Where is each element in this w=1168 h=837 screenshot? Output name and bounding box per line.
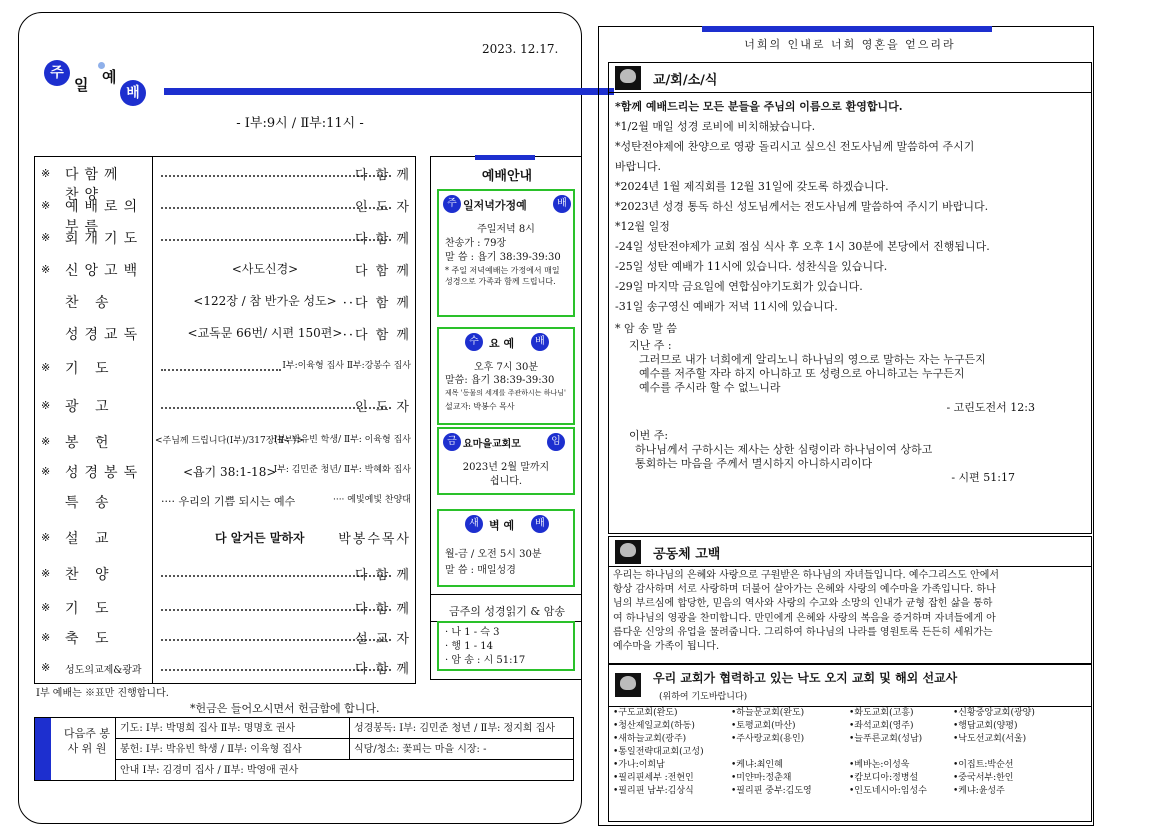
dawn-box bbox=[437, 509, 575, 587]
dot-leader bbox=[161, 357, 281, 371]
box-line: 말 씀 : 욥기 38:39-39:30 bbox=[445, 252, 561, 263]
box-line: 말 씀 : 매일성경 bbox=[445, 565, 516, 576]
stand-mark: ※ bbox=[41, 399, 51, 412]
memory-verse-title: * 암 송 말 씀 bbox=[615, 322, 677, 335]
mission-row bbox=[613, 733, 1087, 746]
tree-icon bbox=[615, 66, 641, 90]
order-row bbox=[35, 427, 415, 459]
stand-mark: ※ bbox=[41, 465, 51, 478]
news-item: -29일 마지막 금요일에 연합심야기도회가 있습니다. bbox=[615, 280, 863, 293]
friday-box bbox=[437, 427, 575, 495]
order-item-leader: Ⅰ부: 박유빈 학생/ Ⅱ부: 이육형 집사 bbox=[273, 435, 411, 445]
order-item-leader: 다 함 께 bbox=[355, 602, 411, 617]
confession-line: 우리는 하나님의 은혜와 사랑으로 구원받은 하나님의 자녀들입니다. 예수그리스도 안에서 bbox=[613, 570, 1000, 581]
this-week-verse bbox=[615, 429, 1085, 485]
circle-char: 임 bbox=[547, 433, 565, 451]
box-heading: 요마을교회모 bbox=[463, 439, 521, 450]
stand-mark: ※ bbox=[41, 531, 51, 544]
order-item-detail: ···· 우리의 기쁨 되시는 예수 bbox=[161, 495, 296, 508]
order-item-name: 찬 양 bbox=[65, 567, 115, 583]
stand-mark: ※ bbox=[41, 263, 51, 276]
order-row bbox=[35, 487, 415, 519]
church-news-section bbox=[608, 62, 1092, 534]
verse-reference: - 고린도전서 12:3 bbox=[946, 401, 1035, 414]
order-item-detail: <사도신경> bbox=[165, 260, 365, 277]
news-item: -24일 성탄전야제가 교회 점심 식사 후 오후 1시 30분에 본당에서 진행됩니다. bbox=[615, 240, 990, 253]
confession-line: 여 하나님의 영광을 찬미합니다. 만민에게 은혜와 사랑의 복음을 증거하며 자녀들에게 아 bbox=[613, 612, 996, 624]
title-char-4: 배 bbox=[120, 80, 146, 106]
news-item: *성탄전야제에 찬양으로 영광 돌리시고 싶으신 전도사님께 말씀하여 주시기 bbox=[615, 140, 975, 153]
verse-line: 하나님께서 구하시는 제사는 상한 심령이라 하나님이여 상하고 bbox=[635, 443, 933, 456]
servant-offering: 봉헌: Ⅰ부: 박유빈 학생 / Ⅱ부: 이육형 집사 bbox=[115, 739, 349, 760]
confession-line: 항상 감사하며 서로 사랑하며 더불어 살아가는 은혜와 사랑의 예수마을 가족입니다. 하나 bbox=[613, 584, 996, 596]
order-item-leader: 다 함 께 bbox=[355, 168, 411, 183]
order-item-name: 성경봉독 bbox=[65, 465, 144, 481]
circle-char: 새 bbox=[465, 515, 483, 533]
order-item-leader: Ⅰ부:이육형 집사 Ⅱ부:강봉수 집사 bbox=[282, 361, 411, 371]
right-heading: 너희의 인내로 너희 영혼을 얻으리라 bbox=[744, 38, 956, 51]
order-row bbox=[35, 223, 415, 255]
bible-reading-title: 금주의 성경읽기 & 암송 bbox=[449, 605, 565, 618]
mission-item: •중국서부:한인 bbox=[953, 773, 1014, 783]
news-item: *1/2월 매일 성경 로비에 비치해놨습니다. bbox=[615, 120, 816, 133]
order-item-name: 축 도 bbox=[65, 631, 115, 647]
box-line: * 주일 저녁예배는 가정에서 매일 성경으로 가족과 함께 드립니다. bbox=[445, 266, 560, 286]
mission-item: •가나:이희남 bbox=[613, 760, 665, 770]
order-item-name: 예배로의 부름 bbox=[65, 199, 144, 235]
mission-row bbox=[613, 746, 1087, 759]
servants-bar bbox=[35, 718, 51, 780]
mission-item: •캄보디아:정병설 bbox=[849, 773, 919, 783]
confession-text bbox=[609, 567, 1091, 656]
mission-item: •신황중앙교회(광양) bbox=[953, 708, 1035, 718]
mission-item: •베바논:이성욱 bbox=[849, 760, 910, 770]
verse-line: 통회하는 마음을 주께서 멸시하지 아니하시리이다 bbox=[635, 457, 873, 470]
circle-char: 배 bbox=[553, 195, 571, 213]
right-heading-bar bbox=[702, 26, 992, 32]
mission-item: •주사랑교회(용인) bbox=[731, 734, 805, 744]
reading-line: · 행 1 - 14 bbox=[445, 641, 494, 652]
mission-item: •청산제일교회(하동) bbox=[613, 721, 695, 731]
mission-item: •미얀마:정춘채 bbox=[731, 773, 792, 783]
tree-icon bbox=[615, 673, 641, 697]
mission-item: •하늘문교회(완도) bbox=[731, 708, 805, 718]
order-item-leader: 박봉수목사 bbox=[338, 532, 411, 547]
order-item-name: 기 도 bbox=[65, 361, 115, 377]
order-item-leader: 다 함 께 bbox=[355, 232, 411, 247]
mission-item: •좌석교회(영주) bbox=[849, 721, 914, 731]
confession-line: 예수마을 가족이 됩니다. bbox=[613, 641, 720, 653]
news-item: *2024년 1월 제직회를 12월 31일에 갖도록 하겠습니다. bbox=[615, 180, 889, 193]
guide-title: 예배안내 bbox=[481, 169, 533, 184]
box-line: 월-금 / 오전 5시 30분 bbox=[445, 549, 542, 560]
order-item-leader: 다 함 께 bbox=[355, 662, 411, 677]
stand-mark: ※ bbox=[41, 361, 51, 374]
stand-mark: ※ bbox=[41, 567, 51, 580]
order-item-detail: <122장 / 참 반가운 성도> bbox=[193, 294, 337, 308]
news-item: -25일 성탄 예배가 11시에 있습니다. 성찬식을 있습니다. bbox=[615, 260, 888, 273]
news-list bbox=[609, 93, 1091, 489]
stand-mark: ※ bbox=[41, 601, 51, 614]
stand-mark: ※ bbox=[41, 199, 51, 212]
order-row bbox=[35, 623, 415, 655]
order-row bbox=[35, 353, 415, 385]
order-item-name: 광 고 bbox=[65, 399, 115, 415]
box-heading: 일저녁가정예 bbox=[463, 199, 527, 212]
order-item-leader: 다 함 께 bbox=[355, 264, 411, 279]
box-line: 제목 '동물의 세계를 주관하시는 하나님' bbox=[445, 389, 566, 397]
sermon-title: 다 알거든 말하자 bbox=[215, 531, 305, 545]
order-row bbox=[35, 391, 415, 423]
standing-note: Ⅰ부 예배는 ※표만 진행합니다. bbox=[36, 688, 169, 699]
order-item-leader: 설 교 자 bbox=[355, 632, 411, 647]
order-row bbox=[35, 523, 415, 555]
bible-reading-box bbox=[437, 621, 575, 671]
mission-item: •낙도선교회(서울) bbox=[953, 734, 1027, 744]
servants-title: 다음주 봉 사 위 원 bbox=[63, 727, 110, 755]
news-item: -31일 송구영신 예배가 저녁 11시에 있습니다. bbox=[615, 300, 838, 313]
verse-line: 예수를 저주할 자라 하지 아니하고 또 성령으로 아니하고는 누구든지 bbox=[639, 367, 965, 380]
order-item-name: 다함께 찬양 bbox=[65, 167, 124, 203]
title-char-1: 주 bbox=[44, 60, 70, 86]
box-line: 설교자: 박봉수 목사 bbox=[445, 402, 515, 411]
stand-mark: ※ bbox=[41, 231, 51, 244]
mission-item: •통일전략대교회(고성) bbox=[613, 747, 704, 757]
reading-line: · 나 1 - 슥 3 bbox=[445, 627, 500, 638]
last-week-label: 지난 주 : bbox=[629, 339, 672, 352]
order-row bbox=[35, 559, 415, 591]
order-item-leader: ··다 함 께 bbox=[342, 296, 411, 311]
order-item-name: 기 도 bbox=[65, 601, 115, 617]
order-row bbox=[35, 457, 415, 489]
news-title: 교/회/소/식 bbox=[653, 73, 718, 88]
order-row bbox=[35, 653, 415, 685]
bulletin-date: 2023. 12.17. bbox=[482, 42, 559, 56]
box-heading: 요 예 bbox=[489, 337, 515, 350]
mission-item: •이집트:박순선 bbox=[953, 760, 1014, 770]
mission-section bbox=[608, 664, 1092, 822]
circle-char: 배 bbox=[531, 333, 549, 351]
mission-row bbox=[613, 707, 1087, 720]
servant-prayer: 기도: Ⅰ부: 박명희 집사 Ⅱ부: 명명호 권사 bbox=[115, 718, 349, 739]
mission-item: •새하늘교회(광주) bbox=[613, 734, 687, 744]
box-heading: 벽 예 bbox=[489, 519, 515, 532]
order-item-detail: <주님께 드립니다(Ⅰ부)/317장(Ⅱ부)> bbox=[155, 436, 304, 446]
mission-item: •필리핀세부 :전현인 bbox=[613, 773, 694, 783]
mission-item: •토평교회(마산) bbox=[731, 721, 796, 731]
stand-mark: ※ bbox=[41, 167, 51, 180]
order-item-detail: <욥기 38:1-18> bbox=[183, 465, 277, 479]
next-week-servants bbox=[34, 717, 574, 781]
order-item-name: 봉 헌 bbox=[65, 435, 115, 451]
title-underline-bar bbox=[164, 88, 614, 95]
mission-item: •행답교회(양평) bbox=[953, 721, 1018, 731]
stand-mark: ※ bbox=[41, 661, 51, 674]
circle-char: 주 bbox=[443, 195, 461, 213]
confession-line: 님의 부르심에 합당한, 믿음의 역사와 사랑의 수고와 소망의 인내가 균형 잡힌 삶을 통하 bbox=[613, 598, 993, 610]
this-week-label: 이번 주: bbox=[629, 429, 669, 442]
mission-title: 우리 교회가 협력하고 있는 낙도 오지 교회 및 해외 선교사 bbox=[653, 671, 958, 685]
box-line: 말씀: 욥기 38:39-39:30 bbox=[445, 375, 555, 386]
stand-mark: ※ bbox=[41, 435, 51, 448]
service-times: - Ⅰ부:9시 / Ⅱ부:11시 - bbox=[236, 116, 364, 131]
servant-meal: 식당/청소: 꽃피는 마을 시장: - bbox=[349, 739, 573, 760]
order-row bbox=[35, 159, 415, 203]
order-item-leader: 인 도 자 bbox=[355, 400, 411, 415]
sunday-evening-box bbox=[437, 189, 575, 317]
order-item-name: 신앙고백 bbox=[65, 263, 144, 279]
box-line: 오후 7시 30분 bbox=[473, 362, 539, 373]
mission-item: •필리핀 중부:김도영 bbox=[731, 786, 812, 796]
confession-title: 공동체 고백 bbox=[653, 547, 721, 562]
community-confession-section bbox=[608, 536, 1092, 664]
order-item-name: 회개기도 bbox=[65, 231, 144, 247]
order-item-name: 성경교독 bbox=[65, 327, 144, 343]
servant-guide: 안내 Ⅰ부: 김경미 집사 / Ⅱ부: 박영애 권사 bbox=[115, 760, 573, 781]
mission-row bbox=[613, 772, 1087, 785]
circle-char: 배 bbox=[531, 515, 549, 533]
stand-mark: ※ bbox=[41, 631, 51, 644]
title-char-2: 일 bbox=[74, 76, 89, 94]
mission-row bbox=[613, 785, 1087, 798]
news-item: 바랍니다. bbox=[615, 160, 662, 173]
box-line: 주일저녁 8시 bbox=[477, 224, 535, 235]
verse-line: 예수를 주시라 할 수 없느니라 bbox=[639, 381, 781, 394]
offering-note: *헌금은 들어오시면서 헌금함에 합니다. bbox=[190, 702, 380, 715]
worship-guide bbox=[430, 156, 582, 622]
mission-row bbox=[613, 720, 1087, 733]
circle-char: 수 bbox=[465, 333, 483, 351]
verse-line: 그러므로 내가 너희에게 알리노니 하나님의 영으로 말하는 자는 누구든지 bbox=[639, 353, 986, 366]
mission-item: •인도네시아:임성수 bbox=[849, 786, 927, 796]
guide-tab bbox=[475, 155, 535, 160]
sunday-worship-title bbox=[44, 60, 574, 110]
mission-item: •필리핀 남부:김상식 bbox=[613, 786, 694, 796]
box-line: 찬송가 : 79장 bbox=[445, 238, 507, 249]
weekly-bible-reading bbox=[430, 594, 582, 680]
order-row bbox=[35, 255, 415, 287]
wednesday-box bbox=[437, 327, 575, 425]
mission-item: •늘푸른교회(성남) bbox=[849, 734, 923, 744]
box-line: 2023년 2월 말까지 bbox=[462, 462, 550, 473]
order-item-leader: Ⅰ부: 김민준 청년/ Ⅱ부: 박혜화 집사 bbox=[273, 465, 411, 475]
box-line: 쉽니다. bbox=[489, 476, 523, 487]
reading-line: · 암 송 : 시 51:17 bbox=[445, 655, 526, 666]
order-row bbox=[35, 191, 415, 235]
order-item-detail: <교독문 66번/ 시편 150편> bbox=[187, 326, 343, 340]
order-row bbox=[35, 593, 415, 625]
order-of-worship bbox=[34, 156, 416, 684]
order-item-name: 특 송 bbox=[65, 495, 115, 511]
mission-item: •구도교회(완도) bbox=[613, 708, 678, 718]
order-item-name: 찬 송 bbox=[65, 295, 115, 311]
mission-list bbox=[609, 707, 1091, 798]
order-item-leader: 다 함 께 bbox=[355, 568, 411, 583]
mission-item: •케냐:윤성주 bbox=[953, 786, 1005, 796]
order-row bbox=[35, 287, 415, 319]
order-item-name: 성도의교제&광과 bbox=[65, 665, 142, 676]
mission-row bbox=[613, 759, 1087, 772]
tree-icon bbox=[615, 540, 641, 564]
news-item: *2023년 성경 통독 하신 성도님께서는 전도사님께 말씀하여 주시기 바랍니다. bbox=[615, 200, 989, 213]
mission-item: •화도교회(고흥) bbox=[849, 708, 914, 718]
order-item-leader: ···· 예빛예빛 찬양대 bbox=[332, 495, 411, 505]
order-item-leader: ··다 함 께 bbox=[342, 328, 411, 343]
order-item-leader: 인 도 자 bbox=[355, 200, 411, 215]
mission-item: •케냐:최인혜 bbox=[731, 760, 783, 770]
mission-subtitle: (위하여 기도바랍니다) bbox=[659, 692, 748, 702]
title-char-3: 예 bbox=[102, 68, 117, 86]
confession-line: 름다운 신앙의 유업을 물려줍니다. 그리하여 하나님의 나라를 영원토록 든든히 세워가는 bbox=[613, 626, 993, 638]
news-item: *함께 예배드리는 모든 분들을 주님의 이름으로 환영합니다. bbox=[615, 100, 903, 113]
order-row bbox=[35, 319, 415, 351]
verse-reference: - 시편 51:17 bbox=[951, 471, 1015, 484]
news-item: *12월 일정 bbox=[615, 220, 670, 233]
order-item-name: 설 교 bbox=[65, 531, 115, 547]
servant-reading: 성경봉독: Ⅰ부: 김민준 청년 / Ⅱ부: 정지희 집사 bbox=[349, 718, 573, 739]
last-week-verse bbox=[615, 339, 1085, 415]
circle-char: 금 bbox=[443, 433, 461, 451]
